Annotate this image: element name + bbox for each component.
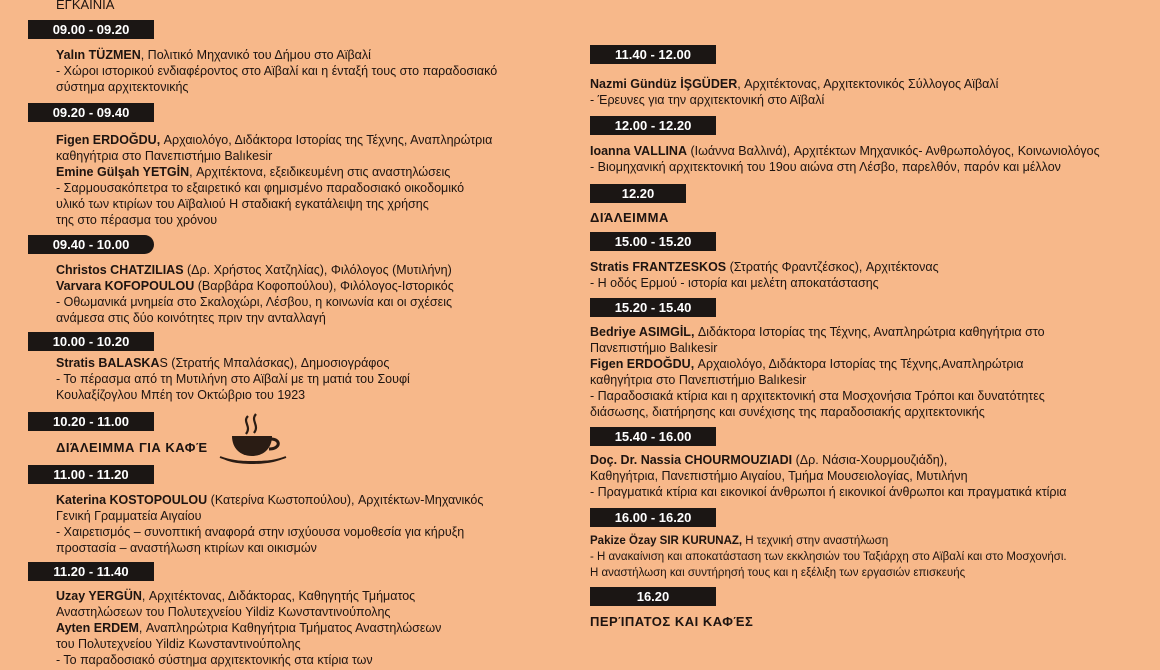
time-bar: 11.20 - 11.40 — [28, 562, 154, 581]
text-line — [56, 620, 596, 636]
text-line — [590, 468, 1155, 484]
line-text: , Αρχιτέκτονας, Αρχιτεκτονικός Σύλλογος Αϊβαλί — [737, 77, 999, 91]
line-text: (Βαρβάρα Κοφοπούλου), Φιλόλογος-Ιστορικός — [194, 279, 454, 293]
line-text: S (Στρατής Μπαλάσκας), Δημοσιογράφος — [159, 356, 390, 370]
line-text: - Η οδός Ερμού - ιστορία και μελέτη αποκατάστασης — [590, 276, 879, 290]
line-text: Αρχαιολόγο, Διδάκτορα Ιστορίας της Τέχνης,Αναπληρώτρια — [694, 357, 1024, 371]
session-text — [590, 452, 1155, 500]
time-bar: 16.20 — [590, 587, 716, 606]
text-line — [56, 524, 596, 540]
speaker-name: Yalın TÜZMEN — [56, 48, 141, 62]
speaker-name: Bedriye ASIMGİL, — [590, 325, 695, 339]
time-bar: 10.20 - 11.00 — [28, 412, 154, 431]
text-line — [590, 259, 1155, 275]
text-line — [590, 404, 1155, 420]
text-line — [56, 508, 596, 524]
text-line — [56, 588, 596, 604]
time-bar: 15.00 - 15.20 — [590, 232, 716, 251]
session-text — [590, 533, 1155, 581]
text-line — [590, 372, 1155, 388]
time-bar: 15.20 - 15.40 — [590, 298, 716, 317]
line-text: - Βιομηχανική αρχιτεκτονική του 19ου αιώνα στη Λέσβο, παρελθόν, παρόν και μέλλον — [590, 160, 1061, 174]
text-line — [590, 159, 1155, 175]
time-bar: 11.00 - 11.20 — [28, 465, 154, 484]
line-text: καθηγήτρια στο Πανεπιστήμιο Balıkesir — [56, 149, 273, 163]
session-text — [590, 324, 1155, 420]
text-line — [56, 47, 596, 63]
line-text: σύστημα αρχιτεκτονικής — [56, 80, 189, 94]
line-text: διάσωσης, διατήρησης και συνέχισης της παραδοσιακής αρχιτεκτονικής — [590, 405, 985, 419]
text-line — [56, 212, 596, 228]
speaker-name: Figen ERDOĞDU, — [590, 357, 695, 371]
speaker-name: Varvara KOFOPOULOU — [56, 279, 195, 293]
speaker-name: Stratis FRANTZESKOS — [590, 260, 727, 274]
text-line — [590, 76, 1155, 92]
text-line — [590, 484, 1155, 500]
line-text: προστασία – αναστήλωση κτιρίων και οικισμών — [56, 541, 317, 555]
time-bar: 12.20 — [590, 184, 686, 203]
line-text: (Δρ. Χρήστος Χατζηλίας), Φιλόλογος (Μυτιλήνη) — [183, 263, 452, 277]
line-text: Αρχαιολόγο, Διδάκτορα Ιστορίας της Τέχνης, Αναπληρώτρια — [160, 133, 493, 147]
line-text: Γενική Γραμματεία Αιγαίου — [56, 509, 202, 523]
coffee-break-label: ΔΙΆΛΕΙΜΜΑ ΓΙΑ ΚΑΦΈ — [56, 440, 208, 455]
line-text: - Οθωμανικά μνημεία στο Σκαλοχώρι, Λέσβου, η κοινωνία και οι σχέσεις — [56, 295, 452, 309]
line-text: Διδάκτορα Ιστορίας της Τέχνης, Αναπληρώτρια καθηγήτρια στο — [694, 325, 1045, 339]
line-text: , Αρχιτέκτονα, εξειδικευμένη στις αναστηλώσεις — [189, 165, 451, 179]
text-line — [56, 180, 596, 196]
session-text — [590, 259, 1155, 291]
time-bar: 15.40 - 16.00 — [590, 427, 716, 446]
text-line — [56, 79, 596, 95]
text-line — [590, 388, 1155, 404]
time-bar: 11.40 - 12.00 — [590, 45, 716, 64]
session-text — [56, 262, 596, 326]
line-text: (Δρ. Νάσια-Χουρμουζιάδη), — [792, 453, 948, 467]
speaker-name: Stratis BALASKA — [56, 356, 160, 370]
session-text — [56, 47, 596, 95]
line-text: ανάμεσα στις δύο κοινότητες πριν την ανταλλαγή — [56, 311, 326, 325]
text-line — [56, 164, 596, 180]
text-line — [56, 355, 596, 371]
text-line — [590, 275, 1155, 291]
line-text: Κουλαξίζογλου Μπέη τον Οκτώβριο του 1923 — [56, 388, 306, 402]
text-line — [56, 262, 596, 278]
opening-heading: ΕΓΚΑΙΝΙΑ — [56, 0, 115, 12]
line-text: Η αναστήλωση και συντήρησή τους και η εξέλιξη των εργασιών επισκευής — [590, 567, 966, 579]
line-text: - Πραγματικά κτίρια και εικονικοί άνθρωποι ή εικονικοί άνθρωποι και πραγματικά κτίρια — [590, 485, 1067, 499]
text-line — [56, 604, 596, 620]
session-text — [56, 132, 596, 228]
text-line — [590, 549, 1155, 565]
speaker-name: Ayten ERDEM — [56, 621, 139, 635]
line-text: , Αρχιτέκτονας, Διδάκτορας, Καθηγητής Τμήματος — [141, 589, 416, 603]
speaker-name: Katerina KOSTOPOULOU — [56, 493, 208, 507]
time-bar: 10.00 - 10.20 — [28, 332, 154, 351]
speaker-name: Ioanna VALLINA — [590, 144, 687, 158]
text-line — [56, 310, 596, 326]
text-line — [56, 636, 596, 652]
speaker-name: Doç. Dr. Nassia CHOURMOUZIADI — [590, 453, 793, 467]
line-text: - Το παραδοσιακό σύστημα αρχιτεκτονικής στα κτίρια των — [56, 653, 373, 667]
line-text: (Ιωάννα Βαλλινά), Αρχιτέκτων Μηχανικός- Ανθρωπολόγος, Κοινωνιολόγος — [687, 144, 1100, 158]
speaker-name: Pakize Özay SIR KURUNAZ, — [590, 535, 743, 547]
text-line — [56, 132, 596, 148]
text-line — [590, 533, 1155, 549]
break-label: ΔΙΆΛΕΙΜΜΑ — [590, 210, 669, 225]
speaker-name: Uzay YERGÜN — [56, 589, 142, 603]
line-text: , Αναπληρώτρια Καθηγήτρια Τμήματος Αναστηλώσεων — [138, 621, 442, 635]
line-text: (Στρατής Φραντζέσκος), Αρχιτέκτονας — [726, 260, 939, 274]
session-text — [56, 492, 596, 556]
line-text: - Το πέρασμα από τη Μυτιλήνη στο Αϊβαλί με τη ματιά του Σουφί — [56, 372, 410, 386]
text-line — [56, 540, 596, 556]
text-line — [56, 63, 596, 79]
text-line — [56, 148, 596, 164]
line-text: - Παραδοσιακά κτίρια και η αρχιτεκτονική στα Μοσχονήσια Τρόποι και δυνατότητες — [590, 389, 1045, 403]
line-text: - Χαιρετισμός – συνοπτική αναφορά στην ισχύουσα νομοθεσία για κήρυξη — [56, 525, 465, 539]
session-text — [56, 355, 596, 403]
line-text: της στο πέρασμα του χρόνου — [56, 213, 218, 227]
time-bar: 12.00 - 12.20 — [590, 116, 716, 135]
speaker-name: Christos CHATZILIAS — [56, 263, 184, 277]
text-line — [590, 565, 1155, 581]
line-text: υλικό των κτιρίων του Αϊβαλιού Η σταδιακή εγκατάλειψη της χρήσης — [56, 197, 429, 211]
text-line — [56, 652, 596, 668]
text-line — [590, 452, 1155, 468]
line-text: Η τεχνική στην αναστήλωση — [742, 535, 889, 547]
speaker-name: Figen ERDOĞDU, — [56, 133, 161, 147]
time-bar: 16.00 - 16.20 — [590, 508, 716, 527]
walk-coffee-label: ΠΕΡΊΠΑΤΟΣ ΚΑΙ ΚΑΦΈΣ — [590, 614, 754, 629]
line-text: Πανεπιστήμιο Balıkesir — [590, 341, 718, 355]
time-bar: 09.40 - 10.00 — [28, 235, 154, 254]
speaker-name: Nazmi Gündüz İŞGÜDER — [590, 77, 738, 91]
text-line — [56, 387, 596, 403]
text-line — [56, 294, 596, 310]
line-text: Αναστηλώσεων του Πολυτεχνείου Yildiz Κωνσταντινούπολης — [56, 605, 391, 619]
text-line — [590, 143, 1155, 159]
coffee-cup-icon — [218, 412, 288, 470]
line-text: καθηγήτρια στο Πανεπιστήμιο Balıkesir — [590, 373, 807, 387]
line-text: - Σαρμουσακόπετρα το εξαιρετικό και φημισμένο παραδοσιακό οικοδομικό — [56, 181, 465, 195]
line-text: Καθηγήτρια, Πανεπιστήμιο Αιγαίου, Τμήμα Μουσειολογίας, Μυτιλήνη — [590, 469, 968, 483]
text-line — [590, 340, 1155, 356]
text-line — [56, 371, 596, 387]
text-line — [590, 92, 1155, 108]
speaker-name: Emine Gülşah YETGİN — [56, 165, 190, 179]
line-text: , Πολιτικό Μηχανικό του Δήμου στο Αϊβαλί — [140, 48, 371, 62]
session-text — [590, 143, 1155, 175]
session-text — [56, 588, 596, 668]
text-line — [56, 492, 596, 508]
line-text: (Κατερίνα Κωστοπούλου), Αρχιτέκτων-Μηχανικός — [207, 493, 484, 507]
text-line — [56, 278, 596, 294]
text-line — [590, 324, 1155, 340]
line-text: του Πολυτεχνείου Yildiz Κωνσταντινούπολης — [56, 637, 301, 651]
text-line — [56, 196, 596, 212]
time-bar: 09.20 - 09.40 — [28, 103, 154, 122]
line-text: - Χώροι ιστορικού ενδιαφέροντος στο Αϊβαλί και η ένταξή τους στο παραδοσιακό — [56, 64, 498, 78]
time-bar: 09.00 - 09.20 — [28, 20, 154, 39]
text-line — [590, 356, 1155, 372]
line-text: - Η ανακαίνιση και αποκατάσταση των εκκλησιών του Ταξιάρχη στο Αϊβαλί και στο Μοσχονήσι. — [590, 551, 1067, 563]
line-text: - Έρευνες για την αρχιτεκτονική στο Αϊβαλί — [590, 93, 825, 107]
session-text — [590, 76, 1155, 108]
